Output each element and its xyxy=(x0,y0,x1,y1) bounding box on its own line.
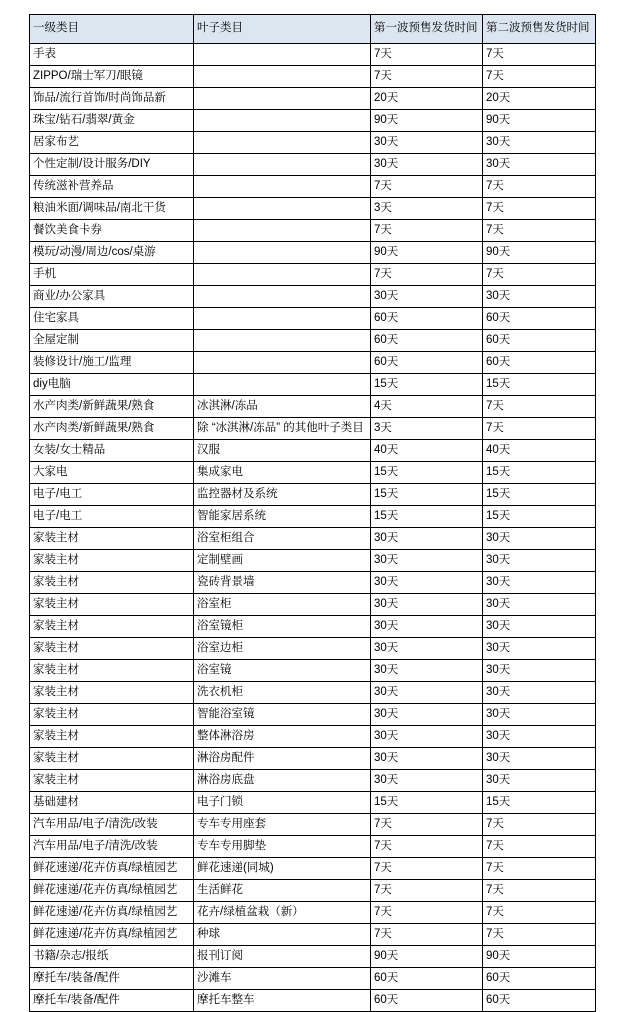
cell-primary_category: 家装主材 xyxy=(30,594,194,616)
table-row xyxy=(30,220,596,242)
cell-wave1: 15天 xyxy=(371,462,483,484)
cell-wave2: 30天 xyxy=(483,682,596,704)
cell-primary_category: 家装主材 xyxy=(30,682,194,704)
cell-wave1: 7天 xyxy=(371,836,483,858)
cell-leaf_category: 浴室边柜 xyxy=(194,638,371,660)
cell-wave2: 30天 xyxy=(483,154,596,176)
cell-wave2: 30天 xyxy=(483,594,596,616)
cell-wave1: 4天 xyxy=(371,396,483,418)
cell-wave2: 30天 xyxy=(483,616,596,638)
cell-leaf_category xyxy=(194,66,371,88)
cell-primary_category: 鲜花速递/花卉仿真/绿植园艺 xyxy=(30,880,194,902)
cell-wave1: 60天 xyxy=(371,330,483,352)
cell-leaf_category xyxy=(194,352,371,374)
cell-wave1: 7天 xyxy=(371,880,483,902)
cell-leaf_category xyxy=(194,286,371,308)
table-row xyxy=(30,594,596,616)
table-row xyxy=(30,660,596,682)
cell-wave2: 7天 xyxy=(483,814,596,836)
table-row xyxy=(30,264,596,286)
cell-primary_category: 书籍/杂志/报纸 xyxy=(30,946,194,968)
cell-leaf_category: 浴室镜 xyxy=(194,660,371,682)
cell-wave1: 90天 xyxy=(371,110,483,132)
table-row xyxy=(30,352,596,374)
table-row xyxy=(30,858,596,880)
cell-wave1: 30天 xyxy=(371,682,483,704)
cell-wave1: 30天 xyxy=(371,286,483,308)
cell-primary_category: 商业/办公家具 xyxy=(30,286,194,308)
cell-leaf_category: 洗衣机柜 xyxy=(194,682,371,704)
table-row xyxy=(30,44,596,66)
cell-wave1: 30天 xyxy=(371,748,483,770)
cell-primary_category: 家装主材 xyxy=(30,638,194,660)
cell-leaf_category: 浴室镜柜 xyxy=(194,616,371,638)
cell-leaf_category: 专车专用座套 xyxy=(194,814,371,836)
table-row xyxy=(30,814,596,836)
cell-primary_category: 餐饮美食卡券 xyxy=(30,220,194,242)
cell-leaf_category: 鲜花速递(同城) xyxy=(194,858,371,880)
cell-primary_category: 基础建材 xyxy=(30,792,194,814)
cell-wave1: 60天 xyxy=(371,352,483,374)
cell-primary_category: 鲜花速递/花卉仿真/绿植园艺 xyxy=(30,924,194,946)
table-row xyxy=(30,132,596,154)
cell-primary_category: 居家布艺 xyxy=(30,132,194,154)
cell-wave1: 30天 xyxy=(371,704,483,726)
cell-leaf_category xyxy=(194,110,371,132)
cell-leaf_category: 集成家电 xyxy=(194,462,371,484)
cell-wave2: 7天 xyxy=(483,198,596,220)
table-row xyxy=(30,946,596,968)
cell-wave1: 30天 xyxy=(371,616,483,638)
cell-leaf_category xyxy=(194,198,371,220)
cell-wave2: 30天 xyxy=(483,572,596,594)
cell-wave1: 30天 xyxy=(371,528,483,550)
cell-wave1: 7天 xyxy=(371,44,483,66)
table-body xyxy=(30,44,596,1012)
cell-primary_category: 全屋定制 xyxy=(30,330,194,352)
cell-wave1: 30天 xyxy=(371,132,483,154)
cell-leaf_category: 摩托车整车 xyxy=(194,990,371,1012)
cell-primary_category: 手机 xyxy=(30,264,194,286)
table-row xyxy=(30,638,596,660)
table-row xyxy=(30,66,596,88)
cell-wave2: 90天 xyxy=(483,110,596,132)
cell-wave2: 30天 xyxy=(483,286,596,308)
cell-primary_category: 家装主材 xyxy=(30,770,194,792)
table-row xyxy=(30,484,596,506)
cell-wave1: 3天 xyxy=(371,418,483,440)
cell-primary_category: 鲜花速递/花卉仿真/绿植园艺 xyxy=(30,902,194,924)
cell-wave2: 90天 xyxy=(483,242,596,264)
cell-wave1: 15天 xyxy=(371,484,483,506)
cell-primary_category: ZIPPO/瑞士军刀/眼镜 xyxy=(30,66,194,88)
cell-wave2: 7天 xyxy=(483,44,596,66)
cell-wave1: 7天 xyxy=(371,924,483,946)
cell-wave2: 30天 xyxy=(483,770,596,792)
cell-leaf_category: 种球 xyxy=(194,924,371,946)
cell-wave1: 90天 xyxy=(371,946,483,968)
cell-leaf_category xyxy=(194,308,371,330)
cell-leaf_category: 定制壁画 xyxy=(194,550,371,572)
cell-leaf_category: 瓷砖背景墙 xyxy=(194,572,371,594)
cell-wave2: 7天 xyxy=(483,176,596,198)
cell-leaf_category: 冰淇淋/冻品 xyxy=(194,396,371,418)
cell-primary_category: 珠宝/钻石/翡翠/黄金 xyxy=(30,110,194,132)
cell-wave2: 7天 xyxy=(483,902,596,924)
table-row xyxy=(30,154,596,176)
cell-wave1: 40天 xyxy=(371,440,483,462)
cell-leaf_category xyxy=(194,44,371,66)
cell-wave1: 15天 xyxy=(371,374,483,396)
cell-primary_category: 家装主材 xyxy=(30,550,194,572)
cell-wave1: 30天 xyxy=(371,550,483,572)
cell-primary_category: 家装主材 xyxy=(30,704,194,726)
cell-leaf_category: 沙滩车 xyxy=(194,968,371,990)
table-row xyxy=(30,726,596,748)
cell-wave2: 30天 xyxy=(483,704,596,726)
table-row xyxy=(30,880,596,902)
cell-primary_category: 电子/电工 xyxy=(30,506,194,528)
cell-leaf_category xyxy=(194,88,371,110)
table-row xyxy=(30,528,596,550)
cell-primary_category: 家装主材 xyxy=(30,748,194,770)
cell-wave1: 7天 xyxy=(371,858,483,880)
cell-leaf_category xyxy=(194,176,371,198)
cell-wave1: 30天 xyxy=(371,660,483,682)
table-row xyxy=(30,792,596,814)
cell-wave2: 30天 xyxy=(483,550,596,572)
cell-primary_category: 模玩/动漫/周边/cos/桌游 xyxy=(30,242,194,264)
cell-primary_category: 大家电 xyxy=(30,462,194,484)
cell-wave2: 7天 xyxy=(483,858,596,880)
cell-wave1: 15天 xyxy=(371,792,483,814)
cell-primary_category: 个性定制/设计服务/DIY xyxy=(30,154,194,176)
cell-wave1: 60天 xyxy=(371,308,483,330)
cell-primary_category: 水产肉类/新鲜蔬果/熟食 xyxy=(30,396,194,418)
cell-primary_category: 女装/女士精品 xyxy=(30,440,194,462)
cell-wave1: 60天 xyxy=(371,990,483,1012)
cell-leaf_category: 浴室柜组合 xyxy=(194,528,371,550)
cell-leaf_category: 生活鲜花 xyxy=(194,880,371,902)
table-row xyxy=(30,748,596,770)
cell-wave1: 7天 xyxy=(371,902,483,924)
table-row xyxy=(30,704,596,726)
cell-wave1: 3天 xyxy=(371,198,483,220)
cell-wave1: 30天 xyxy=(371,154,483,176)
table-row xyxy=(30,198,596,220)
table-row xyxy=(30,616,596,638)
cell-primary_category: 摩托车/装备/配件 xyxy=(30,968,194,990)
cell-wave2: 7天 xyxy=(483,418,596,440)
cell-primary_category: 手表 xyxy=(30,44,194,66)
table-row xyxy=(30,308,596,330)
table-header-row xyxy=(30,15,596,44)
cell-leaf_category: 智能家居系统 xyxy=(194,506,371,528)
cell-wave2: 60天 xyxy=(483,352,596,374)
table-row xyxy=(30,924,596,946)
cell-wave2: 60天 xyxy=(483,968,596,990)
cell-leaf_category: 淋浴房配件 xyxy=(194,748,371,770)
cell-wave1: 30天 xyxy=(371,638,483,660)
cell-primary_category: 粮油米面/调味品/南北干货 xyxy=(30,198,194,220)
cell-leaf_category xyxy=(194,374,371,396)
cell-wave2: 15天 xyxy=(483,462,596,484)
cell-leaf_category xyxy=(194,264,371,286)
table-row xyxy=(30,176,596,198)
table-row xyxy=(30,968,596,990)
cell-wave2: 15天 xyxy=(483,374,596,396)
cell-leaf_category: 浴室柜 xyxy=(194,594,371,616)
table-row xyxy=(30,990,596,1012)
column-header-wave2: 第二波预售发货时间 xyxy=(483,15,596,44)
cell-wave2: 7天 xyxy=(483,220,596,242)
cell-primary_category: 饰品/流行首饰/时尚饰品新 xyxy=(30,88,194,110)
cell-wave1: 30天 xyxy=(371,594,483,616)
cell-leaf_category: 花卉/绿植盆栽（新） xyxy=(194,902,371,924)
table-row xyxy=(30,506,596,528)
cell-leaf_category xyxy=(194,242,371,264)
cell-wave2: 15天 xyxy=(483,484,596,506)
table-row xyxy=(30,836,596,858)
table-row xyxy=(30,462,596,484)
cell-leaf_category xyxy=(194,330,371,352)
table-row xyxy=(30,88,596,110)
table-header xyxy=(30,15,596,44)
column-header-primary-category: 一级类目 xyxy=(30,15,194,44)
cell-wave1: 7天 xyxy=(371,66,483,88)
cell-wave2: 7天 xyxy=(483,836,596,858)
table-row xyxy=(30,682,596,704)
cell-primary_category: 装修设计/施工/监理 xyxy=(30,352,194,374)
table-row xyxy=(30,396,596,418)
spreadsheet-sheet xyxy=(29,14,595,1012)
cell-primary_category: 鲜花速递/花卉仿真/绿植园艺 xyxy=(30,858,194,880)
cell-leaf_category: 报刊订阅 xyxy=(194,946,371,968)
table-row xyxy=(30,440,596,462)
cell-primary_category: diy电脑 xyxy=(30,374,194,396)
cell-leaf_category: 监控器材及系统 xyxy=(194,484,371,506)
cell-wave1: 20天 xyxy=(371,88,483,110)
cell-wave2: 30天 xyxy=(483,726,596,748)
cell-primary_category: 汽车用品/电子/清洗/改装 xyxy=(30,836,194,858)
table-row xyxy=(30,286,596,308)
cell-wave1: 15天 xyxy=(371,506,483,528)
cell-wave2: 20天 xyxy=(483,88,596,110)
column-header-leaf-category: 叶子类目 xyxy=(194,15,371,44)
cell-wave1: 30天 xyxy=(371,726,483,748)
cell-wave2: 30天 xyxy=(483,660,596,682)
cell-wave2: 40天 xyxy=(483,440,596,462)
cell-primary_category: 家装主材 xyxy=(30,726,194,748)
cell-leaf_category: 智能浴室镜 xyxy=(194,704,371,726)
cell-primary_category: 家装主材 xyxy=(30,660,194,682)
cell-wave1: 7天 xyxy=(371,264,483,286)
cell-wave2: 30天 xyxy=(483,638,596,660)
cell-wave2: 60天 xyxy=(483,330,596,352)
cell-wave2: 7天 xyxy=(483,396,596,418)
cell-leaf_category: 淋浴房底盘 xyxy=(194,770,371,792)
cell-wave1: 60天 xyxy=(371,968,483,990)
table-row xyxy=(30,330,596,352)
cell-leaf_category xyxy=(194,154,371,176)
table-row xyxy=(30,374,596,396)
cell-wave1: 30天 xyxy=(371,572,483,594)
cell-wave1: 90天 xyxy=(371,242,483,264)
cell-leaf_category: 电子门锁 xyxy=(194,792,371,814)
cell-leaf_category: 整体淋浴房 xyxy=(194,726,371,748)
cell-wave1: 7天 xyxy=(371,814,483,836)
cell-wave2: 15天 xyxy=(483,792,596,814)
column-header-wave1: 第一波预售发货时间 xyxy=(371,15,483,44)
cell-primary_category: 家装主材 xyxy=(30,528,194,550)
cell-primary_category: 水产肉类/新鲜蔬果/熟食 xyxy=(30,418,194,440)
cell-wave2: 7天 xyxy=(483,924,596,946)
table-row xyxy=(30,902,596,924)
cell-wave2: 7天 xyxy=(483,880,596,902)
table-row xyxy=(30,572,596,594)
cell-wave1: 7天 xyxy=(371,176,483,198)
cell-primary_category: 传统滋补营养品 xyxy=(30,176,194,198)
table-row xyxy=(30,418,596,440)
cell-wave2: 30天 xyxy=(483,748,596,770)
cell-primary_category: 家装主材 xyxy=(30,616,194,638)
cell-leaf_category: 汉服 xyxy=(194,440,371,462)
table-row xyxy=(30,242,596,264)
cell-primary_category: 汽车用品/电子/清洗/改装 xyxy=(30,814,194,836)
cell-wave1: 30天 xyxy=(371,770,483,792)
cell-wave2: 15天 xyxy=(483,506,596,528)
cell-leaf_category xyxy=(194,220,371,242)
table-row xyxy=(30,770,596,792)
cell-primary_category: 摩托车/装备/配件 xyxy=(30,990,194,1012)
presale-shipping-time-table xyxy=(29,14,596,1012)
cell-wave1: 7天 xyxy=(371,220,483,242)
table-row xyxy=(30,110,596,132)
cell-leaf_category: 专车专用脚垫 xyxy=(194,836,371,858)
cell-wave2: 30天 xyxy=(483,132,596,154)
cell-primary_category: 电子/电工 xyxy=(30,484,194,506)
cell-text-leaf_category: 除 “冰淇淋/冻品” 的其他叶子类目 xyxy=(197,421,364,434)
table-row xyxy=(30,550,596,572)
cell-wave2: 90天 xyxy=(483,946,596,968)
cell-leaf_category xyxy=(194,132,371,154)
cell-wave2: 60天 xyxy=(483,990,596,1012)
cell-primary_category: 家装主材 xyxy=(30,572,194,594)
cell-wave2: 30天 xyxy=(483,528,596,550)
cell-wave2: 60天 xyxy=(483,308,596,330)
cell-wave2: 7天 xyxy=(483,264,596,286)
cell-wave2: 7天 xyxy=(483,66,596,88)
cell-primary_category: 住宅家具 xyxy=(30,308,194,330)
cell-leaf_category xyxy=(194,418,371,440)
